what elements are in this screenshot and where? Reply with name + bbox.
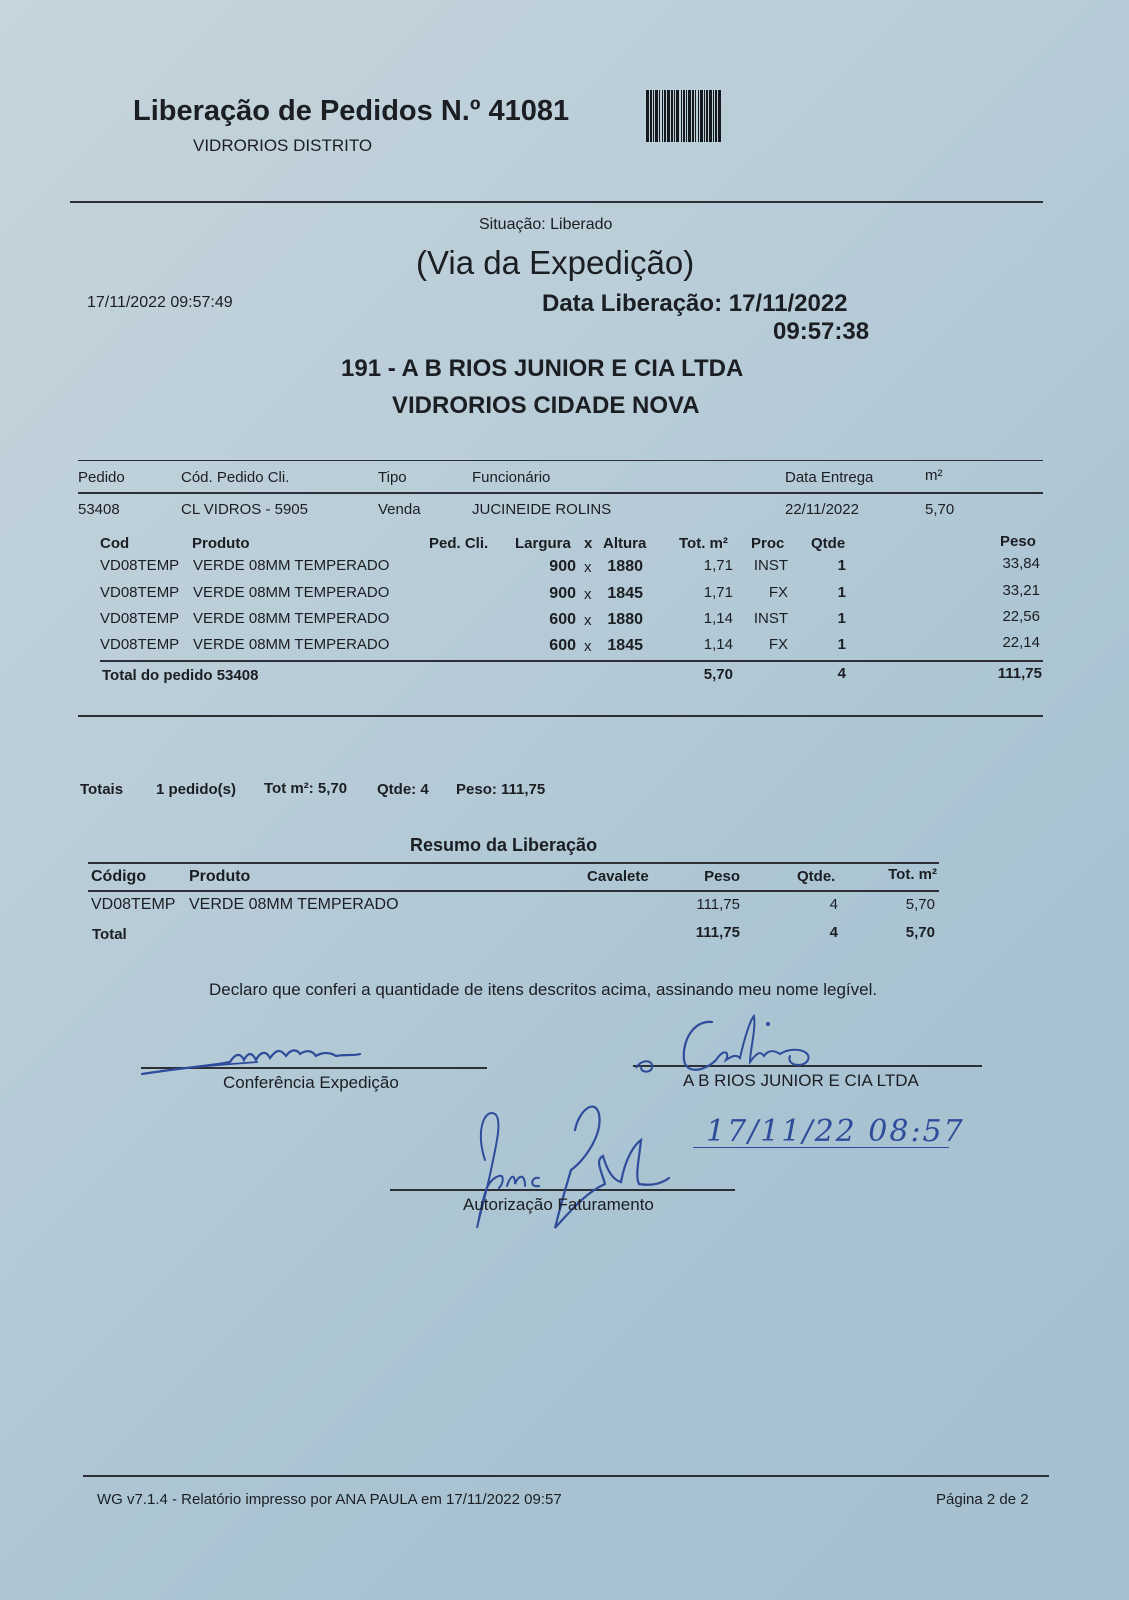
- item-x: x: [584, 559, 592, 576]
- barcode-bar: [664, 90, 666, 142]
- item-cod: VD08TEMP: [100, 636, 180, 653]
- summary-codigo: VD08TEMP: [91, 896, 176, 913]
- barcode-bar: [659, 90, 660, 142]
- release-time: 09:57:38: [773, 318, 870, 345]
- summary-col-cavalete: Cavalete: [587, 868, 649, 885]
- client-branch: VIDRORIOS CIDADE NOVA: [392, 392, 700, 419]
- items-col-peso: Peso: [1000, 533, 1036, 550]
- item-proc: FX: [768, 584, 788, 601]
- order-pedido: 53408: [78, 501, 120, 518]
- item-qtde: 1: [837, 557, 846, 574]
- item-cod: VD08TEMP: [100, 584, 180, 601]
- barcode-bar: [646, 90, 649, 142]
- barcode-bar: [700, 90, 703, 142]
- client-name: 191 - A B RIOS JUNIOR E CIA LTDA: [341, 355, 744, 382]
- barcode-bar: [650, 90, 652, 142]
- barcode-bar: [715, 90, 717, 142]
- barcode-bar: [674, 90, 675, 142]
- summary-col-produto: Produto: [189, 868, 251, 885]
- item-altura: 1845: [607, 585, 643, 602]
- summary-col-peso: Peso: [704, 868, 740, 885]
- barcode-bar: [653, 90, 654, 142]
- totals-label: Totais: [80, 781, 124, 798]
- company-name: VIDRORIOS DISTRITO: [193, 136, 373, 155]
- barcode-bar: [662, 90, 663, 142]
- summary-header-rule: [88, 890, 939, 892]
- item-altura: 1845: [607, 637, 643, 654]
- items-col-cod: Cod: [100, 535, 130, 552]
- summary-qtde: 4: [829, 896, 838, 913]
- summary-total-label: Total: [92, 926, 127, 943]
- item-largura: 600: [549, 611, 576, 628]
- printed-timestamp: 17/11/2022 09:57:49: [87, 294, 233, 311]
- order-top-rule: [78, 460, 1043, 461]
- col-funcionario: Funcionário: [472, 469, 551, 486]
- item-largura: 900: [549, 585, 576, 602]
- items-col-tot-m2: Tot. m²: [679, 535, 728, 552]
- item-cod: VD08TEMP: [100, 557, 180, 574]
- order-m2: 5,70: [925, 501, 955, 518]
- summary-top-rule: [88, 862, 939, 864]
- item-peso: 22,56: [1002, 608, 1040, 625]
- item-tot-m2: 1,71: [703, 557, 733, 574]
- item-peso: 22,14: [1002, 634, 1040, 651]
- items-col-ped-cli: Ped. Cli.: [429, 535, 489, 552]
- order-funcionario: JUCINEIDE ROLINS: [472, 501, 612, 518]
- barcode: [646, 90, 818, 142]
- item-altura: 1880: [607, 611, 643, 628]
- items-total-rule: [100, 660, 1043, 662]
- item-peso: 33,21: [1002, 582, 1040, 599]
- signature-label-autorizacao: Autorização Faturamento: [463, 1195, 654, 1214]
- item-peso: 33,84: [1002, 555, 1040, 572]
- item-qtde: 1: [837, 610, 846, 627]
- item-qtde: 1: [837, 584, 846, 601]
- barcode-bar: [692, 90, 694, 142]
- items-col-altura: Altura: [603, 535, 647, 552]
- items-col-x: x: [584, 535, 593, 552]
- barcode-bar: [671, 90, 673, 142]
- status-text: Situação: Liberado: [479, 216, 613, 233]
- barcode-bar: [713, 90, 714, 142]
- barcode-bar: [706, 90, 708, 142]
- item-altura: 1880: [607, 558, 643, 575]
- order-total-label: Total do pedido 53408: [102, 667, 259, 684]
- summary-col-tot-m2: Tot. m²: [888, 866, 937, 883]
- items-col-qtde: Qtde: [811, 535, 846, 552]
- item-largura: 600: [549, 637, 576, 654]
- summary-total-tot-m2: 5,70: [905, 924, 935, 941]
- item-produto: VERDE 08MM TEMPERADO: [193, 610, 390, 627]
- item-produto: VERDE 08MM TEMPERADO: [193, 584, 390, 601]
- summary-title: Resumo da Liberação: [410, 835, 598, 855]
- barcode-bar: [695, 90, 696, 142]
- summary-col-codigo: Código: [91, 868, 147, 885]
- footer-printed-by: WG v7.1.4 - Relatório impresso por ANA PAULA em 17/11/2022 09:57: [97, 1491, 562, 1508]
- col-pedido: Pedido: [78, 469, 125, 486]
- footer-page-number: Página 2 de 2: [936, 1491, 1029, 1508]
- item-proc: INST: [753, 610, 788, 627]
- order-total-m2: 5,70: [703, 666, 733, 683]
- declaration-text: Declaro que conferi a quantidade de itens descritos acima, assinando meu nome legível.: [209, 980, 878, 999]
- item-produto: VERDE 08MM TEMPERADO: [193, 557, 390, 574]
- barcode-bar: [709, 90, 712, 142]
- totals-peso: Peso: 111,75: [456, 781, 546, 798]
- item-cod: VD08TEMP: [100, 610, 180, 627]
- barcode-bar: [688, 90, 691, 142]
- item-x: x: [584, 612, 592, 629]
- barcode-bar: [686, 90, 687, 142]
- order-total-qtde: 4: [837, 665, 846, 682]
- handwritten-date-underline: [693, 1147, 949, 1148]
- item-proc: FX: [768, 636, 788, 653]
- header-divider: [70, 201, 1043, 203]
- col-tipo: Tipo: [378, 469, 407, 486]
- item-x: x: [584, 586, 592, 603]
- barcode-bar: [683, 90, 685, 142]
- order-total-peso: 111,75: [997, 665, 1042, 682]
- order-data-entrega: 22/11/2022: [785, 501, 859, 518]
- summary-produto: VERDE 08MM TEMPERADO: [189, 896, 399, 913]
- col-data-entrega: Data Entrega: [785, 469, 874, 486]
- item-tot-m2: 1,71: [703, 584, 733, 601]
- handwritten-datetime: 17/11/22 08:57: [706, 1114, 965, 1149]
- col-cod-pedido-cli: Cód. Pedido Cli.: [181, 469, 290, 486]
- totals-qtde: Qtde: 4: [377, 781, 429, 798]
- item-tot-m2: 1,14: [703, 636, 733, 653]
- order-bottom-rule: [78, 715, 1043, 717]
- footer-rule: [83, 1475, 1049, 1477]
- barcode-bar: [704, 90, 705, 142]
- items-col-proc: Proc: [751, 535, 785, 552]
- copy-label: (Via da Expedição): [416, 244, 695, 281]
- signature-label-client: A B RIOS JUNIOR E CIA LTDA: [683, 1071, 919, 1090]
- items-col-largura: Largura: [515, 535, 571, 552]
- summary-peso: 111,75: [696, 896, 740, 913]
- barcode-bar: [718, 90, 721, 142]
- order-cod-pedido-cli: CL VIDROS - 5905: [181, 501, 308, 518]
- barcode-bar: [667, 90, 670, 142]
- item-largura: 900: [549, 558, 576, 575]
- signature-label-conferencia: Conferência Expedição: [223, 1073, 399, 1092]
- totals-pedidos: 1 pedido(s): [156, 781, 237, 798]
- handwritten-signature: [140, 1044, 380, 1076]
- barcode-bar: [698, 90, 699, 142]
- item-x: x: [584, 638, 592, 655]
- totals-m2: Tot m²: 5,70: [264, 780, 348, 797]
- barcode-bar: [655, 90, 658, 142]
- item-tot-m2: 1,14: [703, 610, 733, 627]
- order-header-rule: [78, 492, 1043, 494]
- item-qtde: 1: [837, 636, 846, 653]
- summary-total-qtde: 4: [829, 924, 838, 941]
- release-date: Data Liberação: 17/11/2022: [542, 290, 848, 317]
- order-tipo: Venda: [378, 501, 421, 518]
- col-m2: m²: [925, 467, 943, 484]
- barcode-bar: [681, 90, 682, 142]
- summary-tot-m2: 5,70: [905, 896, 935, 913]
- summary-col-qtde: Qtde.: [797, 868, 836, 885]
- document-title: Liberação de Pedidos N.º 41081: [133, 95, 570, 127]
- barcode-bar: [676, 90, 679, 142]
- handwritten-signature: [632, 1010, 852, 1080]
- item-proc: INST: [753, 557, 788, 574]
- item-produto: VERDE 08MM TEMPERADO: [193, 636, 390, 653]
- summary-total-peso: 111,75: [695, 924, 740, 941]
- items-col-produto: Produto: [192, 535, 250, 552]
